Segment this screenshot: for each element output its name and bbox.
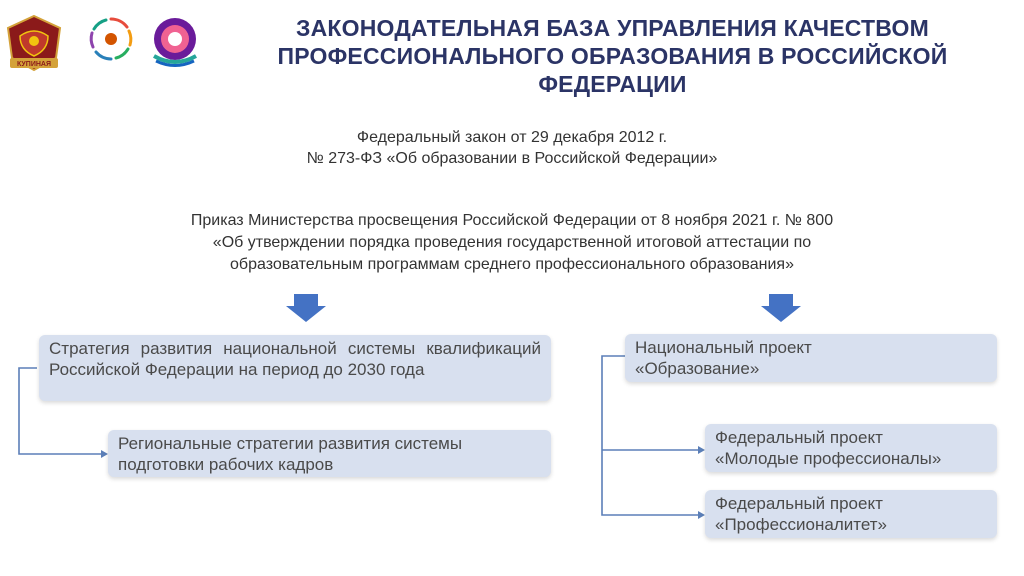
federal-project-professionalitet-box	[705, 490, 997, 538]
left-down-arrow-icon	[286, 294, 326, 322]
strategy-box	[39, 335, 551, 401]
fed1-line2: «Молодые профессионалы»	[715, 449, 942, 468]
fed2-line2: «Профессионалитет»	[715, 515, 887, 534]
law1-line2: № 273-ФЗ «Об образовании в Российской Федерации»	[306, 150, 718, 167]
title-line-1: ЗАКОНОДАТЕЛЬНАЯ БАЗА УПРАВЛЕНИЯ КАЧЕСТВОМ	[296, 15, 929, 41]
right-down-arrow-icon	[761, 294, 801, 322]
fed2-line1: Федеральный проект	[715, 494, 883, 513]
regional-strategy-box	[108, 430, 551, 477]
law2-line2: «Об утверждении порядка проведения государственной итоговой аттестации по	[212, 234, 812, 251]
title-line-2: ПРОФЕССИОНАЛЬНОГО ОБРАЗОВАНИЯ В РОССИЙСКОЙ ФЕДЕРАЦИИ	[277, 43, 948, 97]
left-branch-arrowhead-icon	[101, 450, 108, 458]
federal-project-young-professionals-box	[705, 424, 997, 472]
right-branch-arrowhead-2-icon	[698, 511, 705, 519]
law2-line3: образовательным программам среднего профессионального образования»	[230, 256, 794, 273]
national-project-box	[625, 334, 997, 382]
fed1-line1: Федеральный проект	[715, 428, 883, 447]
law2-line1: Приказ Министерства просвещения Российской Федерации от 8 ноября 2021 г. № 800	[190, 212, 834, 229]
strategy-text: Стратегия развития национальной системы квалификаций Российской Федерации на период до 2030 года	[49, 339, 541, 379]
law1-line1: Федеральный закон от 29 декабря 2012 г.	[356, 129, 668, 146]
national-project-line2: «Образование»	[635, 359, 760, 378]
regional-strategy-text: Региональные стратегии развития системы подготовки рабочих кадров	[118, 434, 463, 474]
svg-text:КУПИНАЯ: КУПИНАЯ	[16, 61, 52, 68]
national-project-line1: Национальный проект	[635, 338, 812, 357]
right-branch-arrowhead-1-icon	[698, 446, 705, 454]
